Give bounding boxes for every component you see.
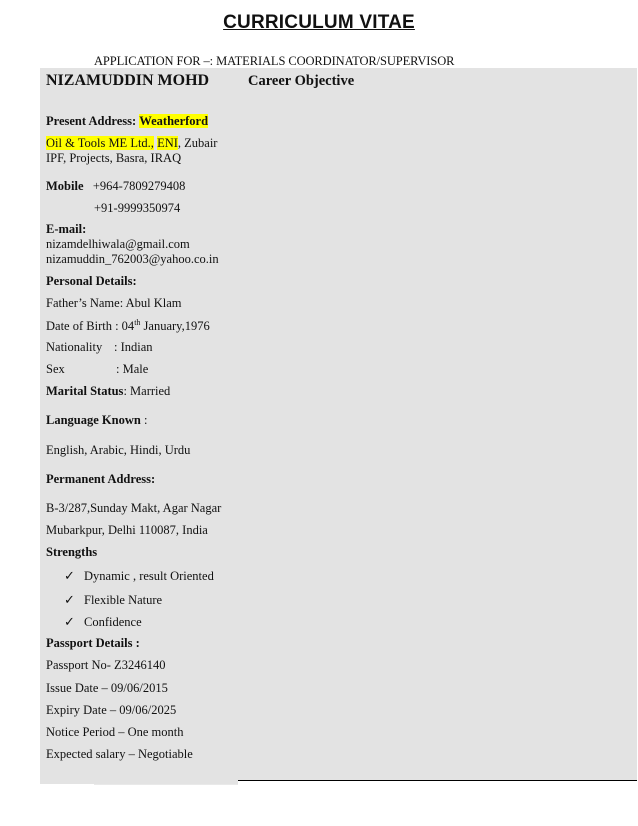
- language-heading: Language Known: [46, 413, 141, 427]
- passport-expiry-date: Expiry Date – 09/06/2025: [46, 703, 177, 717]
- expected-salary: Expected salary – Negotiable: [46, 747, 193, 761]
- strengths-heading: Strengths: [46, 545, 98, 559]
- dob-rest: January,1976: [140, 319, 210, 334]
- document-title: CURRICULUM VITAE: [223, 12, 415, 33]
- career-objective-heading: Career Objective: [248, 73, 355, 89]
- notice-period: Notice Period – One month: [46, 725, 184, 739]
- mobile-number-2: +91-9999350974: [94, 201, 181, 215]
- present-address-line3: IPF, Projects, Basra, IRAQ: [46, 151, 182, 165]
- sex-value: : Male: [116, 362, 149, 376]
- main-panel: [238, 68, 637, 780]
- email-address-1: nizamdelhiwala@gmail.com: [46, 237, 190, 251]
- checkmark-icon: ✓: [64, 568, 75, 583]
- checkmark-icon: ✓: [64, 614, 75, 629]
- languages-value: English, Arabic, Hindi, Urdu: [46, 443, 191, 457]
- present-address-line1: [46, 114, 208, 129]
- marital-status-value: : Married: [123, 384, 171, 398]
- passport-issue-date: Issue Date – 09/06/2015: [46, 681, 168, 695]
- father-name: Father’s Name: Abul Klam: [46, 296, 182, 310]
- present-address-company-part1: Weatherford: [139, 114, 209, 128]
- mobile-label: Mobile: [46, 179, 84, 193]
- marital-status-label: Marital Status: [46, 384, 124, 398]
- mobile-number-1: +964-7809279408: [92, 179, 186, 193]
- checkmark-icon: ✓: [64, 592, 75, 607]
- dob-superscript: th: [134, 318, 141, 327]
- sex-row: [46, 362, 148, 377]
- nationality-label: Nationality: [46, 340, 103, 354]
- present-address-location1: , Zubair: [177, 136, 218, 150]
- language-colon: :: [140, 413, 148, 427]
- sex-label: Sex: [46, 362, 65, 376]
- email-address-2: nizamuddin_762003@yahoo.co.in: [46, 252, 219, 266]
- strength-item: Dynamic , result Oriented: [84, 569, 214, 583]
- strength-item: Confidence: [84, 615, 142, 629]
- passport-number: Passport No- Z3246140: [46, 658, 166, 672]
- date-of-birth: [46, 318, 210, 334]
- permanent-address-heading: Permanent Address:: [46, 472, 156, 486]
- present-address-label: Present Address:: [46, 114, 137, 128]
- main-panel-divider: [238, 780, 637, 781]
- application-for-line: APPLICATION FOR –: MATERIALS COORDINATOR/SUPERVISOR: [94, 54, 455, 68]
- present-address-company-part2: Oil & Tools ME Ltd.,: [46, 136, 154, 150]
- nationality-value: : Indian: [114, 340, 153, 354]
- language-heading-row: [46, 413, 147, 428]
- candidate-name: NIZAMUDDIN MOHD: [46, 72, 210, 89]
- present-address-company-part3: ENI: [157, 136, 178, 150]
- nationality-row: [46, 340, 153, 355]
- strength-item: Flexible Nature: [84, 593, 163, 607]
- passport-details-heading: Passport Details :: [46, 636, 140, 650]
- marital-status-row: [46, 384, 170, 399]
- left-divider: [94, 784, 238, 785]
- email-label: E-mail:: [46, 222, 87, 236]
- mobile-line1: [46, 179, 185, 194]
- permanent-address-line1: B-3/287,Sunday Makt, Agar Nagar: [46, 501, 222, 515]
- permanent-address-line2: Mubarkpur, Delhi 110087, India: [46, 523, 208, 537]
- present-address-line2: [46, 136, 217, 151]
- dob-label: Date of Birth : 04: [46, 319, 135, 334]
- personal-details-heading: Personal Details:: [46, 274, 137, 288]
